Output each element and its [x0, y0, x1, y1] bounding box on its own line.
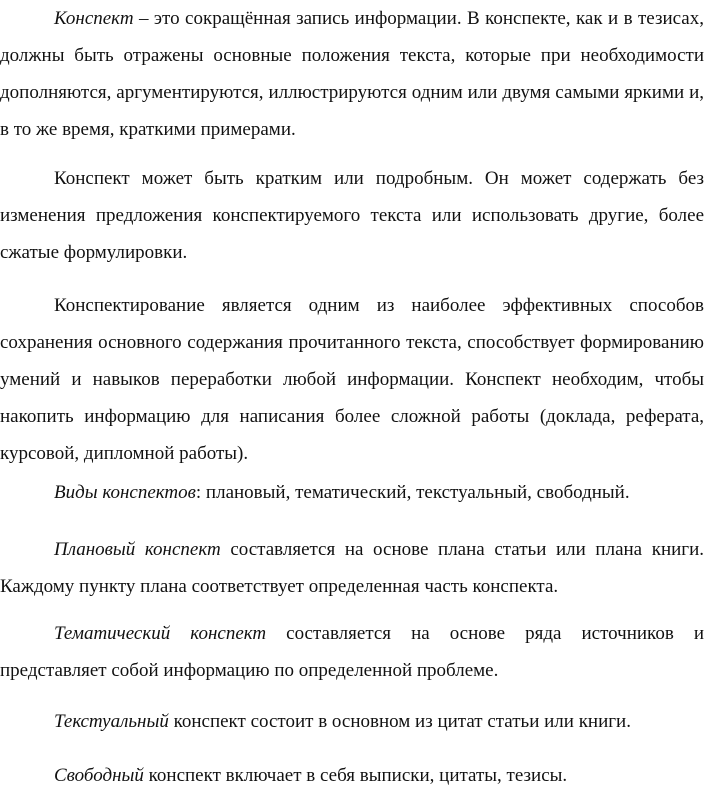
paragraph-text: Конспект может быть кратким или подробным. Он может содержать без изменения предложения конспектируемого текста или использовать другие, более сжатые формулировки. — [0, 168, 704, 263]
paragraph-vidy-konspektov — [0, 474, 704, 511]
paragraph-text: Конспектирование является одним из наиболее эффективных способов сохранения основного содержания прочитанного текста, способствует формированию умений и навыков переработки любой информации. Конспект необходим, чтобы накопить информацию для написания более сложной работы (доклада, реферата, курсовой, дипломной работы). — [0, 295, 704, 464]
paragraph-text: – это сокращённая запись информации. В конспекте, как и в тезисах, должны быть отражены основные положения текста, которые при необходимости дополняются, аргументируются, иллюстрируются одним или двумя самыми яркими и, в то же время, краткими примерами. — [0, 8, 704, 140]
paragraph-text: : плановый, тематический, текстуальный, свободный. — [195, 482, 630, 503]
paragraph-konspektirovanie — [0, 287, 704, 472]
paragraph-tematicheskii — [0, 615, 704, 689]
paragraph-text: конспект включает в себя выписки, цитаты, тезисы. — [143, 765, 568, 786]
term-tematicheskii-konspekt: Тематический конспект — [54, 623, 267, 644]
paragraph-planovyi — [0, 531, 704, 605]
paragraph-svobodnyi — [0, 757, 704, 794]
paragraph-text: составляется на основе плана статьи или плана книги. Каждому пункту плана соответствует определенная часть конспекта. — [0, 539, 704, 597]
paragraph-text: составляется на основе ряда источников и представляет собой информацию по определенной проблеме. — [0, 623, 704, 681]
term-svobodnyi: Свободный — [54, 765, 144, 786]
paragraph-konspekt-types-length — [0, 160, 704, 271]
paragraph-konspekt-definition — [0, 0, 704, 148]
term-planovyi-konspekt: Плановый конспект — [54, 539, 221, 560]
term-konspekt: Конспект — [54, 8, 134, 29]
paragraph-tekstualnyi — [0, 703, 704, 740]
paragraph-text: конспект состоит в основном из цитат статьи или книги. — [168, 711, 631, 732]
term-vidy-konspektov: Виды конспектов — [54, 482, 196, 503]
term-tekstualnyi: Текстуальный — [54, 711, 169, 732]
